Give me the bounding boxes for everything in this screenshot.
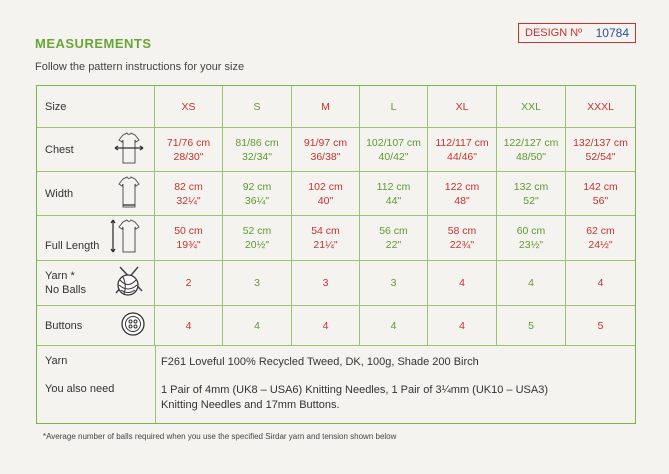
yarn-label: Yarn bbox=[45, 355, 68, 367]
buttons-row bbox=[37, 306, 635, 346]
width-xs-cm: 82 cm bbox=[174, 180, 203, 193]
width-l-in: 44" bbox=[385, 194, 402, 207]
yarn-balls-label bbox=[37, 261, 155, 306]
chest-xs bbox=[155, 128, 223, 172]
width-xl-in: 48" bbox=[454, 194, 470, 207]
design-number: 10784 bbox=[595, 26, 629, 40]
width-xxl-in: 52" bbox=[523, 194, 539, 207]
width-label bbox=[37, 172, 155, 216]
buttons-label-text: Buttons bbox=[45, 319, 83, 332]
width-xxxl-cm: 142 cm bbox=[583, 180, 618, 193]
materials-divider bbox=[155, 346, 156, 423]
length-l-cm: 56 cm bbox=[379, 225, 408, 237]
buttons-xxxl: 5 bbox=[566, 306, 635, 346]
page-subtitle: Follow the pattern instructions for your size bbox=[35, 61, 245, 73]
design-label: DESIGN Nº bbox=[525, 27, 583, 39]
yarn-value: F261 Loveful 100% Recycled Tweed, DK, 100g, Shade 200 Birch bbox=[161, 356, 479, 368]
width-xxxl-in: 56" bbox=[592, 194, 609, 207]
yarn-balls-label-line1: Yarn * bbox=[45, 270, 75, 282]
width-s bbox=[223, 172, 292, 216]
chest-s bbox=[223, 128, 292, 172]
width-label-text: Width bbox=[45, 187, 74, 200]
chest-xl-in: 44/46" bbox=[446, 150, 477, 163]
width-l bbox=[360, 172, 428, 216]
full-length-row bbox=[37, 216, 635, 261]
chest-xs-in: 28/30" bbox=[173, 150, 204, 163]
also-need-line2: Knitting Needles and 17mm Buttons. bbox=[161, 399, 340, 411]
size-xxl: XXL bbox=[497, 86, 566, 128]
size-s: S bbox=[223, 86, 292, 128]
buttons-xl: 4 bbox=[428, 306, 497, 346]
length-m-cm: 54 cm bbox=[311, 225, 340, 237]
size-xs: XS bbox=[155, 86, 223, 128]
chest-m bbox=[292, 128, 360, 172]
chest-xxxl bbox=[566, 128, 635, 172]
length-xl-cm: 58 cm bbox=[447, 225, 477, 237]
length-measure-icon bbox=[108, 217, 146, 259]
design-number-box bbox=[518, 23, 636, 43]
length-xxl-in: 23½" bbox=[518, 239, 544, 251]
length-l bbox=[360, 216, 428, 261]
length-s-cm: 52 cm bbox=[242, 225, 272, 237]
chest-l bbox=[360, 128, 428, 172]
chest-m-cm: 91/97 cm bbox=[303, 136, 348, 149]
width-xl bbox=[428, 172, 497, 216]
buttons-xxl: 5 bbox=[497, 306, 566, 346]
chest-xxxl-cm: 132/137 cm bbox=[573, 136, 628, 149]
length-xl-in: 22¾" bbox=[449, 239, 475, 251]
width-m-cm: 102 cm bbox=[308, 180, 343, 193]
chest-xl-cm: 112/117 cm bbox=[435, 136, 489, 149]
size-label bbox=[37, 86, 155, 128]
buttons-m: 4 bbox=[292, 306, 360, 346]
width-s-in: 36¼" bbox=[244, 194, 270, 207]
also-need-line1: 1 Pair of 4mm (UK8 – USA6) Knitting Needles, 1 Pair of 3¼mm (UK10 – USA3) bbox=[161, 384, 548, 396]
balls-xxl: 4 bbox=[497, 261, 566, 306]
measurements-table bbox=[36, 85, 636, 424]
length-xxxl bbox=[566, 216, 635, 261]
size-label-text: Size bbox=[45, 100, 67, 113]
width-xs-in: 32¼" bbox=[176, 194, 201, 207]
yarn-ball-icon bbox=[110, 263, 146, 303]
width-xxl-cm: 132 cm bbox=[513, 180, 549, 193]
width-xs bbox=[155, 172, 223, 216]
also-need-label: You also need bbox=[45, 383, 115, 395]
length-xxxl-in: 24½" bbox=[588, 239, 613, 251]
length-m bbox=[292, 216, 360, 261]
balls-xl: 4 bbox=[428, 261, 497, 306]
length-xxxl-cm: 62 cm bbox=[586, 225, 615, 237]
page-title: MEASUREMENTS bbox=[35, 36, 152, 51]
balls-l: 3 bbox=[360, 261, 428, 306]
balls-m: 3 bbox=[292, 261, 360, 306]
length-xxl bbox=[497, 216, 566, 261]
balls-xs: 2 bbox=[155, 261, 223, 306]
width-m bbox=[292, 172, 360, 216]
chest-xl bbox=[428, 128, 497, 172]
width-xl-cm: 122 cm bbox=[444, 180, 480, 193]
chest-m-in: 36/38" bbox=[310, 150, 341, 163]
length-l-in: 22" bbox=[385, 239, 402, 251]
materials-section bbox=[37, 346, 635, 423]
balls-s: 3 bbox=[223, 261, 292, 306]
length-xl bbox=[428, 216, 497, 261]
full-length-label bbox=[37, 216, 155, 261]
chest-row bbox=[37, 128, 635, 172]
length-s-in: 20½" bbox=[244, 239, 270, 251]
chest-xxl bbox=[497, 128, 566, 172]
chest-measure-icon bbox=[112, 131, 146, 169]
buttons-l: 4 bbox=[360, 306, 428, 346]
yarn-balls-label-line2: No Balls bbox=[45, 284, 86, 296]
size-l: L bbox=[360, 86, 428, 128]
length-xs-cm: 50 cm bbox=[174, 225, 203, 237]
also-need-value bbox=[161, 383, 631, 413]
length-s bbox=[223, 216, 292, 261]
width-xxl bbox=[497, 172, 566, 216]
length-m-in: 21¼" bbox=[313, 239, 338, 251]
width-measure-icon bbox=[112, 175, 146, 213]
width-row bbox=[37, 172, 635, 216]
chest-xs-cm: 71/76 cm bbox=[166, 136, 211, 149]
buttons-label bbox=[37, 306, 155, 346]
yarn-balls-row bbox=[37, 261, 635, 306]
width-xxxl bbox=[566, 172, 635, 216]
balls-xxxl: 4 bbox=[566, 261, 635, 306]
length-xs-in: 19¾" bbox=[176, 239, 201, 251]
chest-label bbox=[37, 128, 155, 172]
chest-l-cm: 102/107 cm bbox=[366, 136, 421, 149]
chest-xxl-in: 48/50" bbox=[515, 150, 546, 163]
chest-s-cm: 81/86 cm bbox=[235, 136, 279, 149]
buttons-xs: 4 bbox=[155, 306, 223, 346]
length-xxl-cm: 60 cm bbox=[516, 225, 546, 237]
size-row bbox=[37, 86, 635, 128]
width-s-cm: 92 cm bbox=[242, 180, 272, 193]
size-xxxl: XXXL bbox=[566, 86, 635, 128]
chest-xxxl-in: 52/54" bbox=[585, 150, 616, 163]
length-xs bbox=[155, 216, 223, 261]
chest-s-in: 32/34" bbox=[241, 150, 272, 163]
size-xl: XL bbox=[428, 86, 497, 128]
chest-l-in: 40/42" bbox=[378, 150, 409, 163]
footnote: *Average number of balls required when you use the specified Sirdar yarn and tension shown below bbox=[43, 432, 397, 441]
width-l-cm: 112 cm bbox=[376, 180, 411, 193]
buttons-s: 4 bbox=[223, 306, 292, 346]
full-length-label-text: Full Length bbox=[45, 240, 100, 252]
width-m-in: 40" bbox=[317, 194, 334, 207]
chest-label-text: Chest bbox=[45, 143, 74, 156]
chest-xxl-cm: 122/127 cm bbox=[503, 136, 559, 149]
button-icon bbox=[120, 311, 146, 341]
size-m: M bbox=[292, 86, 360, 128]
